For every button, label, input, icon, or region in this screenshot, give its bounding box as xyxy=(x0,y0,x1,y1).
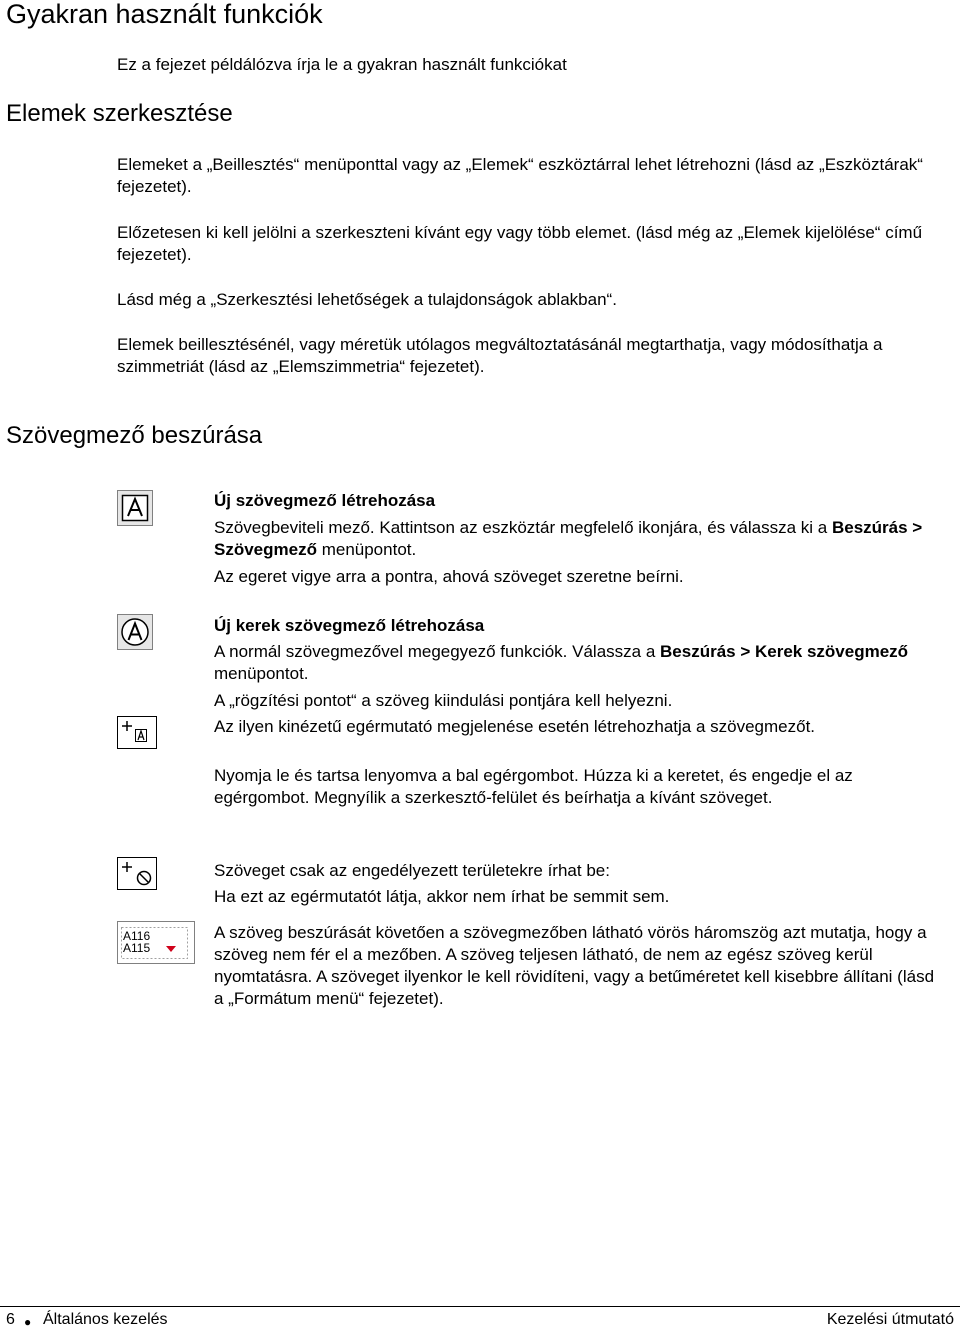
footer-bullet: ● xyxy=(24,1315,32,1328)
round-text-box-icon xyxy=(117,614,153,650)
page-title: Gyakran használt funkciók xyxy=(6,0,323,29)
item3-para1: Szöveget csak az engedélyezett területekre írhat be: xyxy=(214,861,610,880)
item1-para1: Szövegbeviteli mező. Kattintson az eszköztár megfelelő ikonjára, és válassza ki a Beszúrás > Szövegmező menüpontot. xyxy=(214,518,923,559)
section1-para3: Lásd még a „Szerkesztési lehetőségek a tulajdonságok ablakban“. xyxy=(117,290,617,309)
item2-para4: Nyomja le és tartsa lenyomva a bal egérgombot. Húzza ki a keretet, és engedje el az egérgombot. Megnyílik a szerkesztő-felület és beírhatja a kívánt szöveget. xyxy=(214,766,853,807)
footer-section: Általános kezelés xyxy=(43,1311,168,1328)
text-cursor-icon xyxy=(117,716,157,749)
section-heading-szovegmezo: Szövegmező beszúrása xyxy=(6,422,263,449)
footer-rule xyxy=(0,1306,960,1307)
item2-title: Új kerek szövegmező létrehozása xyxy=(214,616,485,635)
item1-title: Új szövegmező létrehozása xyxy=(214,491,436,510)
footer-manual-title: Kezelési útmutató xyxy=(826,1311,954,1328)
item2-para2: A „rögzítési pontot“ a szöveg kiindulási pontjára kell helyezni. xyxy=(214,691,673,710)
section1-para1: Elemeket a „Beillesztés“ menüponttal vagy az „Elemek“ eszköztárral lehet létrehozni (lásd az „Eszköztárak“ fejezetet). xyxy=(117,155,923,196)
section1-para4: Elemek beillesztésénél, vagy méretük utólagos megváltoztatásánál megtarthatja, vagy módosíthatja a szimmetriát (lásd az „Elemszimmetria“ fejezetet). xyxy=(117,335,883,376)
intro-text: Ez a fejezet példálózva írja le a gyakran használt funkciókat xyxy=(117,55,567,74)
text-box-icon xyxy=(117,490,153,526)
section-heading-elemek: Elemek szerkesztése xyxy=(6,100,233,127)
overflow-textbox-icon xyxy=(117,921,195,964)
footer-page-number: 6 xyxy=(6,1311,15,1328)
item2-para3: Az ilyen kinézetű egérmutató megjelenése esetén létrehozhatja a szövegmezőt. xyxy=(214,717,816,736)
item2-para1: A normál szövegmezővel megegyező funkciók. Válassza a Beszúrás > Kerek szövegmező menüpontot. xyxy=(214,642,909,683)
overflow-line1: A116 xyxy=(123,929,151,943)
item3-para2: Ha ezt az egérmutatót látja, akkor nem írhat be semmit sem. xyxy=(214,887,670,906)
section1-para2: Előzetesen ki kell jelölni a szerkeszteni kívánt egy vagy több elemet. (lásd még az „Elemek kijelölése“ című fejezetet). xyxy=(117,223,923,264)
item1-para2: Az egeret vigye arra a pontra, ahová szöveget szeretne beírni. xyxy=(214,567,684,586)
overflow-line2: A115 xyxy=(123,941,151,955)
forbidden-cursor-icon xyxy=(117,857,157,890)
item4-para1: A szöveg beszúrását követően a szövegmezőben látható vörös háromszög azt mutatja, hogy a szöveg nem fér el a mezőben. A szöveg teljesen látható, de nem az egész szöveg kerül nyomtatásra. A szöveget ilyenkor le kell rövidíteni, vagy a betűméretet kell kisebbre állítani (lásd a „Formátum menü“ fejezetet). xyxy=(214,923,935,1008)
